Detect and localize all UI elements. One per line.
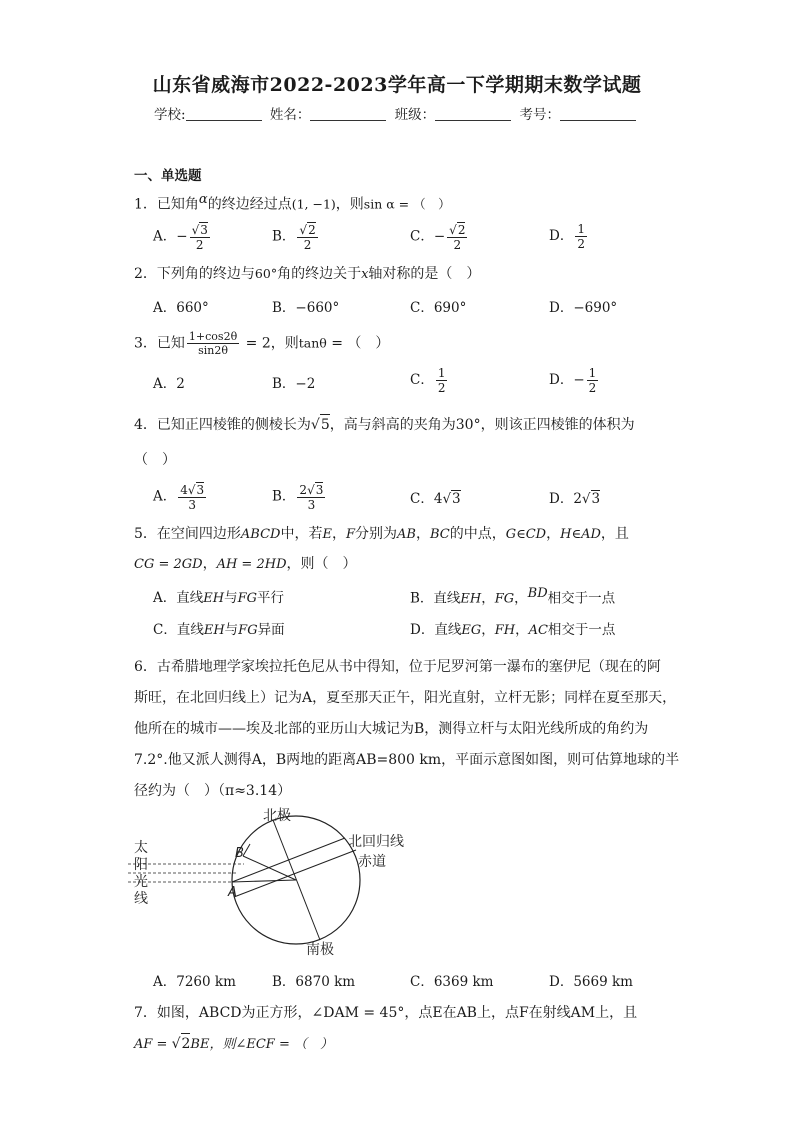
question-3-stem xyxy=(134,330,389,357)
q2-text: 角的终边关于 xyxy=(277,266,362,282)
option-num: 2 xyxy=(308,223,316,237)
q1-sin: sin α xyxy=(363,196,395,212)
q1-option-d[interactable] xyxy=(549,222,589,251)
option-root: 3 xyxy=(452,491,461,507)
q4-text: ，高与斜高的夹角为30°，则该正四棱锥的体积为 xyxy=(329,417,635,433)
option-num: 3 xyxy=(200,223,208,237)
exam-no-blank[interactable] xyxy=(560,108,636,121)
option-label: D． xyxy=(549,372,574,388)
tropic-label: 北回归线 xyxy=(348,834,404,850)
q5-option-d[interactable] xyxy=(410,618,615,638)
south-pole-label: 南极 xyxy=(306,942,334,958)
sun-label-4: 线 xyxy=(134,891,148,907)
option-math: FG xyxy=(238,623,258,638)
q3-numerator: 1+cos2θ xyxy=(188,330,238,343)
option-num: 2 xyxy=(457,223,466,237)
option-root: 3 xyxy=(196,483,205,497)
q5-math: E xyxy=(322,527,332,542)
q5-text: ，且 xyxy=(600,526,629,542)
option-text: 相交于一点 xyxy=(547,622,616,638)
option-label: D． xyxy=(549,491,574,507)
class-blank[interactable] xyxy=(435,108,511,121)
q5-text: ，则（ ） xyxy=(286,556,357,572)
option-math: EH xyxy=(460,591,482,607)
q1-alpha: α xyxy=(198,192,208,207)
question-5-stem-line1 xyxy=(134,524,629,545)
q1-text: 的终边经过点 xyxy=(207,196,292,213)
option-text: ， xyxy=(514,590,528,607)
question-5-stem-line2 xyxy=(134,554,357,575)
option-math: BD xyxy=(527,586,548,601)
q5-option-a[interactable] xyxy=(153,586,284,606)
option-math: EH xyxy=(203,591,225,606)
q2-option-b[interactable]: B．−660° xyxy=(272,300,340,316)
q2-option-c[interactable]: C．690° xyxy=(410,300,467,316)
q6-line: 6．古希腊地理学家埃拉托色尼从书中得知，位于尼罗河第一瀑布的塞伊尼（现在的阿 xyxy=(134,659,661,675)
q5-math: F xyxy=(345,527,356,542)
option-den: 2 xyxy=(453,238,462,252)
option-root: 3 xyxy=(591,491,601,507)
class-label: 班级： xyxy=(394,107,436,123)
option-math: FG xyxy=(494,591,515,607)
option-den: 2 xyxy=(303,238,312,252)
q7-text: AF = xyxy=(134,1037,172,1052)
option-sign: − xyxy=(176,228,188,245)
question-7-stem-line2: AF = √2BE，则∠ECF = （ ） xyxy=(134,1033,333,1055)
point-b-label: B xyxy=(235,846,244,861)
sun-label-1: 太 xyxy=(134,840,148,856)
option-math: AC xyxy=(528,623,548,638)
q1-text: = （ ） xyxy=(394,196,451,212)
option-text: ， xyxy=(481,590,495,607)
q5-text: ， xyxy=(331,526,346,542)
option-label: C． xyxy=(410,228,434,245)
q5-math: AB xyxy=(397,527,416,542)
q1-option-a[interactable]: A．− $\frac{√3}{2}$ xyxy=(153,223,208,252)
option-text: 与 xyxy=(224,622,239,638)
radius-a xyxy=(232,880,296,882)
q4-paren: （ ） xyxy=(134,452,176,468)
q5-math: AH = 2HD xyxy=(216,557,287,572)
option-den: 3 xyxy=(307,498,316,512)
q5-option-c[interactable] xyxy=(153,618,285,638)
option-den: 2 xyxy=(577,237,585,251)
tropic-line xyxy=(232,838,345,882)
option-label: D． xyxy=(549,228,574,244)
option-label: A． xyxy=(153,488,177,505)
q5-text: 中，若 xyxy=(280,526,323,542)
q1-point: (1, −1) xyxy=(291,196,336,212)
sun-label-3: 光 xyxy=(134,874,148,890)
point-a-label: A xyxy=(228,885,237,900)
q5-math: H∈AD xyxy=(560,527,601,542)
option-coef: 2 xyxy=(573,491,582,507)
option-coef: 2 xyxy=(299,483,308,497)
option-label: A．直线 xyxy=(153,590,204,606)
q4-root: 5 xyxy=(320,414,330,435)
q6-option-d[interactable]: D．5669 km xyxy=(549,974,633,990)
q5-math: BC xyxy=(429,527,450,542)
q4-option-a[interactable]: A． $\frac{4√3}{3}$ xyxy=(153,483,205,512)
q2-text: 轴对称的是（ ） xyxy=(368,266,481,282)
q7-text: BE，则∠ECF = （ ） xyxy=(190,1037,333,1052)
option-math: FG xyxy=(237,591,257,606)
q3-option-c[interactable] xyxy=(410,366,449,395)
option-sign: − xyxy=(573,372,585,388)
earth-diagram xyxy=(128,800,428,968)
q5-math: ABCD xyxy=(240,527,281,542)
q5-text: 5．在空间四边形 xyxy=(134,526,241,542)
q6-line: 径约为（ ）（π≈3.14） xyxy=(134,783,292,799)
option-root: 3 xyxy=(315,483,324,497)
q1-option-b[interactable]: B． $\frac{√2}{2}$ xyxy=(272,223,316,252)
name-blank[interactable] xyxy=(310,108,386,121)
option-text: 平行 xyxy=(256,590,284,606)
option-text: 异面 xyxy=(257,622,285,638)
question-1-stem xyxy=(134,190,451,215)
q6-line: 他所在的城市——埃及北部的亚历山大城记为B，测得立杆与太阳光线所成的角约为 xyxy=(134,721,649,737)
option-den: 2 xyxy=(195,238,204,252)
question-6-stem xyxy=(134,652,680,807)
option-value: −2 xyxy=(295,376,316,392)
option-label: D．直线 xyxy=(410,622,462,638)
option-math: EG xyxy=(461,623,482,638)
q1-option-c[interactable]: C．− $\frac{√2}{2}$ xyxy=(410,223,466,252)
name-label: 姓名： xyxy=(269,107,311,123)
option-label: C．直线 xyxy=(153,622,204,638)
q6-line: 斯旺，在北回归线上）记为A，夏至那天正午，阳光直射，立杆无影；同样在夏至那天， xyxy=(134,690,677,706)
pole-at-b xyxy=(243,844,250,856)
q6-option-c[interactable]: C．6369 km xyxy=(410,974,494,990)
option-math: FH xyxy=(494,623,516,638)
q2-axis: x xyxy=(361,267,369,282)
equator-label: 赤道 xyxy=(358,854,386,870)
q5-math: CG = 2GD xyxy=(134,557,203,572)
option-math: EH xyxy=(203,623,225,638)
north-pole-label: 北极 xyxy=(263,808,291,824)
q4-option-b[interactable]: B． $\frac{2√3}{3}$ xyxy=(272,483,324,512)
option-value: 2 xyxy=(176,376,185,392)
option-text: 相交于一点 xyxy=(547,590,616,607)
page-title: 山东省威海市2022-2023学年高一下学期期末数学试题 xyxy=(152,74,642,96)
option-label: A． xyxy=(153,228,177,245)
q2-option-d[interactable]: D．−690° xyxy=(549,300,618,316)
q3-denominator: sin2θ xyxy=(198,344,228,357)
q4-option-c[interactable]: C．4√3 xyxy=(410,491,461,507)
q5-math: G∈CD xyxy=(505,527,547,542)
option-den: 3 xyxy=(188,498,197,512)
option-num: 1 xyxy=(437,366,446,380)
q3-option-a[interactable] xyxy=(153,372,185,392)
option-text: ， xyxy=(515,622,529,638)
section-heading: 一、单选题 xyxy=(134,168,202,184)
sun-label-2: 阳 xyxy=(134,857,148,873)
q7-root: 2 xyxy=(181,1033,191,1054)
option-text: 与 xyxy=(224,590,238,606)
student-info-row xyxy=(0,103,794,123)
option-num: 1 xyxy=(588,366,597,380)
q5-option-b[interactable] xyxy=(410,586,615,607)
q5-text: 分别为 xyxy=(355,526,398,542)
q3-tan: tanθ xyxy=(298,335,327,351)
q6-line: 7.2°.他又派人测得A，B两地的距离AB=800 km，平面示意图如图，则可估算地球的半 xyxy=(134,752,680,768)
q2-degree: 60° xyxy=(254,266,278,281)
q5-text: ， xyxy=(546,526,561,542)
option-text: ， xyxy=(481,622,495,638)
option-coef: 4 xyxy=(180,483,188,497)
option-label: B． xyxy=(272,228,296,245)
option-den: 2 xyxy=(588,381,597,395)
q5-text: 的中点， xyxy=(449,526,506,542)
school-label: 学校: xyxy=(154,107,186,123)
q5-text: ， xyxy=(202,556,217,572)
q6-option-a[interactable]: A．7260 km xyxy=(153,974,236,990)
q3-option-d[interactable] xyxy=(549,366,600,395)
q3-text: = 2，则 xyxy=(241,335,299,352)
option-label: B．直线 xyxy=(410,590,461,607)
q3-text: = （ ） xyxy=(326,335,390,352)
option-label: C． xyxy=(410,491,434,507)
option-label: A． xyxy=(153,376,177,392)
exam-no-label: 考号： xyxy=(519,107,560,123)
question-7-stem-line1: 7．如图，ABCD为正方形，∠DAM = 45°，点E在AB上，点F在射线AM上，且 xyxy=(134,1005,638,1021)
q3-option-b[interactable] xyxy=(272,372,315,392)
q3-text: 3．已知 xyxy=(134,335,185,352)
question-4-stem: 4．已知正四棱锥的侧棱长为√5，高与斜高的夹角为30°，则该正四棱锥的体积为 xyxy=(134,414,635,435)
q1-text: 1．已知角 xyxy=(134,196,199,213)
option-coef: 4 xyxy=(433,491,443,507)
option-num: 1 xyxy=(577,222,585,236)
school-blank[interactable] xyxy=(186,108,262,121)
q5-text: ， xyxy=(415,526,430,542)
q2-option-a[interactable]: A．660° xyxy=(153,300,209,316)
question-2-stem xyxy=(134,264,480,285)
q6-option-b[interactable]: B．6870 km xyxy=(272,974,356,990)
option-den: 2 xyxy=(437,381,446,395)
option-sign: − xyxy=(433,228,446,245)
option-label: B． xyxy=(272,488,296,505)
q4-text: 4．已知正四棱锥的侧棱长为 xyxy=(134,417,311,433)
q1-text: ，则 xyxy=(335,196,364,213)
option-label: B． xyxy=(272,376,296,392)
q4-option-d[interactable]: D．2√3 xyxy=(549,491,601,507)
option-label: C． xyxy=(410,372,434,388)
q2-text: 2．下列角的终边与 xyxy=(134,266,255,282)
